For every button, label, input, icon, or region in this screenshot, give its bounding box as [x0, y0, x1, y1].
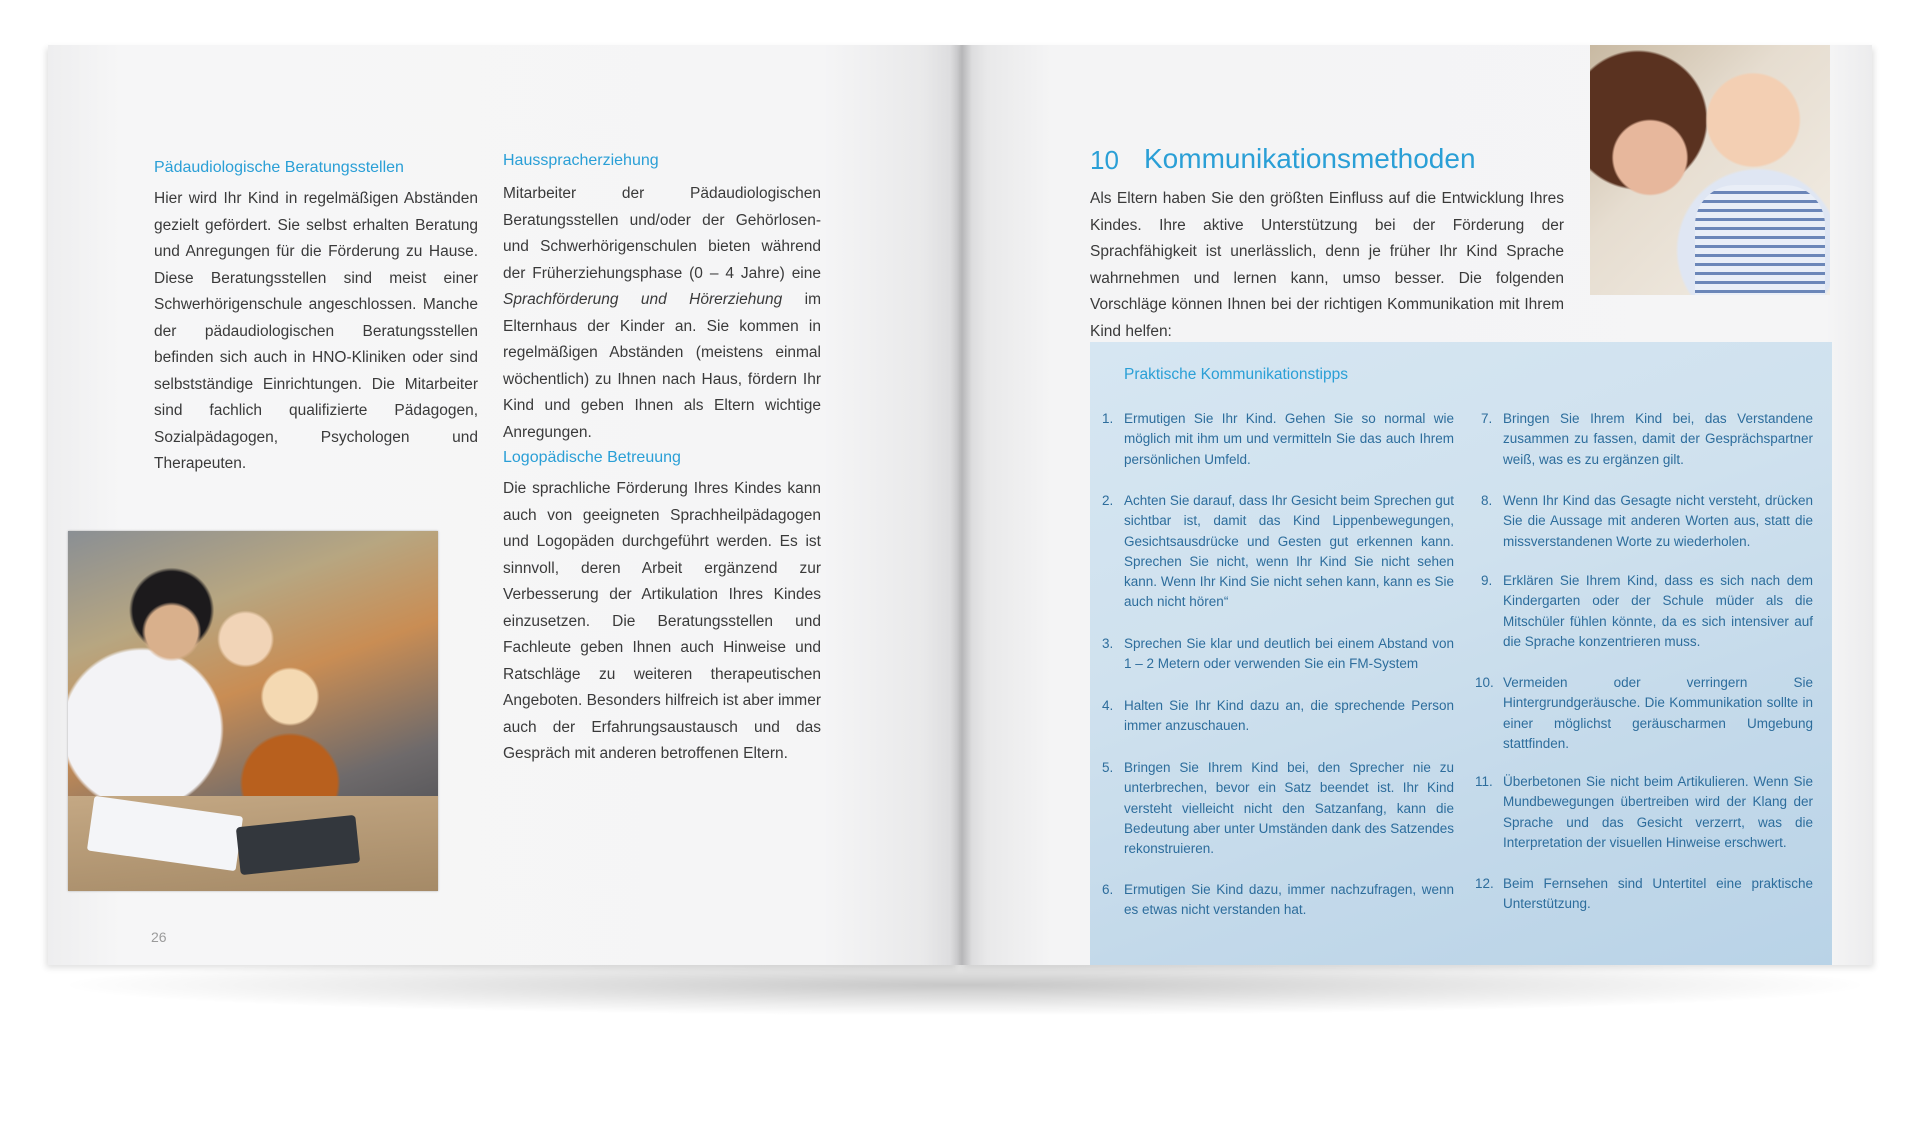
- tip-item: [1102, 491, 1454, 613]
- page-number: 26: [151, 929, 167, 945]
- clinic-photo: [68, 531, 438, 891]
- chapter-number: 10: [1090, 145, 1119, 175]
- tip-text: Vermeiden oder verringern Sie Hintergrundgeräusche. Die Kommunikation sollte in einer möglichst geräuscharmen Umgebung stattfinden.: [1503, 675, 1813, 751]
- tip-text: Sprechen Sie klar und deutlich bei einem Abstand von 1 – 2 Metern oder verwenden Sie ein FM-System: [1124, 636, 1454, 672]
- section-body-logopaedie: Die sprachliche Förderung Ihres Kindes kann auch von geeigneten Sprachheilpädagogen und Logopäden durchgeführt werden. Es ist sinnvoll, deren Arbeit ergänzend zur Verbesserung der Artikulation Ihres Kindes einzusetzen. Die Beratungsstellen und Fachleute geben Ihnen auch Hinweise und Ratschläge zu weiteren therapeutischen Angeboten. Besonders hilfreich ist aber immer auch der Erfahrungsaustausch und das Gespräch mit anderen betroffenen Eltern.: [503, 480, 821, 762]
- right-page: [960, 45, 1872, 965]
- section-body-beratungsstellen: Hier wird Ihr Kind in regelmäßigen Abständen gezielt gefördert. Sie selbst erhalten Beratung und Anregungen für die Förderung zu Hause. Diese Beratungsstellen sind meist einer Schwerhörigenschule angeschlossen. Manche der pädaudiologischen Beratungsstellen befinden sich auch in HNO-Kliniken oder sind selbstständige Einrichtungen. Die Mitarbeiter sind fachlich qualifizierte Pädagogen, Sozialpädagogen, Psychologen und Therapeuten.: [154, 190, 478, 472]
- tip-number: 3.: [1102, 636, 1114, 651]
- tip-number: 9.: [1481, 573, 1493, 588]
- tip-number: 12.: [1475, 876, 1494, 891]
- tip-item: [1475, 772, 1813, 853]
- section-body-hausspracherziehung: [503, 181, 821, 446]
- tip-text: Wenn Ihr Kind das Gesagte nicht versteht, drücken Sie die Aussage mit anderen Worten aus, statt die missverstandenen Worte zu wiederholen.: [1503, 493, 1813, 549]
- tip-item: [1475, 673, 1813, 754]
- book-gutter: [950, 45, 972, 965]
- section-heading-hausspracherziehung: Hausspracherziehung: [503, 152, 659, 169]
- tip-number: 7.: [1481, 411, 1493, 426]
- body-text-part: Mitarbeiter der Pädaudiologischen Beratungsstellen und/oder der Gehörlosen- und Schwerhörigenschulen bieten während der Früherziehungsphase (0 – 4 Jahre) eine: [503, 185, 821, 282]
- section-heading-logopaedie: Logopädische Betreuung: [503, 449, 681, 466]
- tips-box: [1090, 342, 1832, 965]
- tip-item: [1481, 491, 1813, 552]
- section-heading-beratungsstellen: Pädaudiologische Beratungsstellen: [154, 159, 404, 176]
- tip-number: 1.: [1102, 411, 1114, 426]
- chapter-title: Kommunikationsmethoden: [1144, 143, 1476, 174]
- tip-number: 2.: [1102, 493, 1114, 508]
- tip-number: 8.: [1481, 493, 1493, 508]
- body-text-emphasis: Sprachförderung und Hörerziehung: [503, 291, 783, 308]
- tip-text: Achten Sie darauf, dass Ihr Gesicht beim Sprechen gut sichtbar ist, damit das Kind Lippenbewegungen, Gesichtsausdrücke und Gesten gut erkennen kann. Sprechen Sie nicht, wenn Ihr Kind Sie nicht sehen kann. Wenn Ihr Kind Sie nicht sehen kann, kann es Sie auch nicht hören“: [1124, 493, 1454, 610]
- tip-item: [1102, 409, 1454, 470]
- tips-title: Praktische Kommunikationstipps: [1124, 366, 1348, 383]
- tip-text: Erklären Sie Ihrem Kind, dass es sich nach dem Kindergarten oder der Schule müder als die Mitschüler fühlen könnte, da es sich intensiver auf die Sprache konzentrieren muss.: [1503, 573, 1813, 649]
- tip-text: Beim Fernsehen sind Untertitel eine praktische Unterstützung.: [1503, 876, 1813, 912]
- tip-text: Überbetonen Sie nicht beim Artikulieren. Wenn Sie Mundbewegungen übertreiben wird der Klang der Sprache und das Gesicht verzerrt, was die Interpretation der visuellen Hinweise erschwert.: [1503, 774, 1813, 850]
- tip-item: [1481, 409, 1813, 470]
- tip-number: 10.: [1475, 675, 1494, 690]
- tip-number: 6.: [1102, 882, 1114, 897]
- tip-item: [1102, 634, 1454, 675]
- tip-number: 4.: [1102, 698, 1114, 713]
- chapter-intro: Als Eltern haben Sie den größten Einfluss auf die Entwicklung Ihres Kindes. Ihre aktive Unterstützung bei der Förderung der Sprachfähigkeit ist unerlässlich, denn je früher Ihr Kind Sprache wahrnehmen und lernen kann, umso besser. Die folgenden Vorschläge können Ihnen bei der richtigen Kommunikation mit Ihrem Kind helfen:: [1090, 190, 1564, 340]
- tip-text: Ermutigen Sie Ihr Kind. Gehen Sie so normal wie möglich mit ihm um und vermitteln Sie das auch Ihrem persönlichen Umfeld.: [1124, 411, 1454, 467]
- tip-number: 5.: [1102, 760, 1114, 775]
- tip-text: Bringen Sie Ihrem Kind bei, den Sprecher nie zu unterbrechen, bevor ein Satz beendet ist. Ihr Kind versteht vielleicht nicht den Satzanfang, kann die Bedeutung aber unter Umständen dank des Satzendes rekonstruieren.: [1124, 760, 1454, 857]
- tip-item: [1475, 874, 1813, 915]
- tip-item: [1102, 696, 1454, 737]
- left-page: [48, 45, 960, 965]
- tip-item: [1102, 758, 1454, 859]
- body-text-part: im Elternhaus der Kinder an. Sie kommen in regelmäßigen Abständen (meistens einmal wöchentlich) zu Ihnen nach Haus, fördern Ihr Kind und geben Ihnen als Eltern wichtige Anregungen.: [503, 291, 821, 441]
- mother-child-photo: [1590, 45, 1830, 295]
- tip-text: Halten Sie Ihr Kind dazu an, die sprechende Person immer anzuschauen.: [1124, 698, 1454, 734]
- tip-number: 11.: [1475, 774, 1493, 789]
- tip-item: [1102, 880, 1454, 921]
- photo-striped-shirt: [1695, 185, 1825, 295]
- tip-item: [1481, 571, 1813, 652]
- tip-text: Bringen Sie Ihrem Kind bei, das Verstandene zusammen zu fassen, damit der Gesprächspartner weiß, was es zu ergänzen gilt.: [1503, 411, 1813, 467]
- tip-text: Ermutigen Sie Kind dazu, immer nachzufragen, wenn es etwas nicht verstanden hat.: [1124, 882, 1454, 918]
